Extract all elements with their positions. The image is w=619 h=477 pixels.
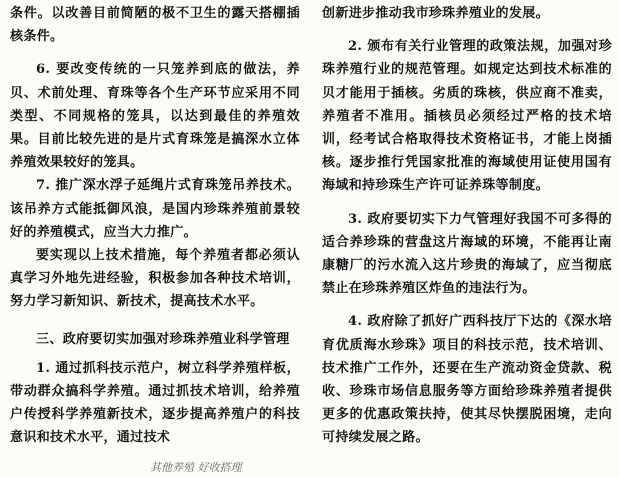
spacer [322, 198, 612, 208]
right-paragraph-3: 3. 政府要切实下力气管理好我国不可多得的适合养珍珠的营盘这片海域的环境，不能再让南康糖厂的污水流入这片珍贵的海域了，应当彻底禁止在珍珠养殖区炸鱼的违法行为。 [322, 211, 612, 297]
right-paragraph-4: 4. 政府除了抓好广西科技厅下达的《深水培育优质海水珍珠》项目的科技示范，技术培训、技术推广工作外，还要在生产流动资金贷款、税收、珍珠市场信息服务等方面给珍珠养殖者提供更多的优惠政策扶持，使其尽快摆脱困境，走向可持续发展之路。 [322, 314, 612, 446]
right-column [322, 2, 612, 450]
spacer [322, 25, 612, 35]
right-paragraph-1: 创新进步推动我市珍珠养殖业的发展。 [322, 6, 549, 21]
spacer [322, 300, 612, 310]
left-paragraph-1: 条件。以改善目前简陋的极不卫生的露天搭棚插核条件。 [10, 6, 300, 45]
right-paragraph-2: 2. 颁布有关行业管理的政策法规，加强对珍珠养殖行业的规范管理。如规定达到技术标准的贝才能用于插核。劣质的珠核，供应商不准卖，养殖者不准用。插核员必须经过严格的技术培训，经考试合格取得技术资格证书，才能上岗插核。逐步推行凭国家批准的海域使用证使用国有海域和持珍珠生产许可证养珠等制度。 [322, 39, 612, 194]
left-column [10, 2, 300, 450]
section-title-3: 三、政府要切实加强对珍珠养殖业科学管理 [36, 331, 290, 347]
spacer [10, 314, 300, 324]
left-paragraph-6: 6. 要改变传统的一只笼养到底的做法，养贝、术前处理、育珠等各个生产环节应采用不同类型、不同规格的笼具，以达到最佳的养殖效果。目前比较先进的是片式育珠笼是搞深水立体养殖效果较好的笼具。 [10, 62, 300, 171]
handwritten-footer: 其他养殖 好收搭理 [150, 461, 242, 474]
left-paragraph-3-1: 1. 通过抓科技示范户，树立科学养殖样板，带动群众搞科学养殖。通过抓技术培训，给养殖户传授科学养殖新技术，逐步提高养殖户的科技意识和技术水平，通过技术 [10, 360, 300, 446]
left-paragraph-7: 7. 推广深水浮子延绳片式育珠笼吊养技术。该吊养方式能抵御风浪，是国内珍珠养殖前景较好的养殖模式，应当大力推广。 [10, 178, 300, 240]
spacer [10, 48, 300, 58]
left-paragraph-summary: 要实现以上技术措施，每个养殖者都必须认真学习外地先进经验，积极参加各种技术培训，努力学习新知识、新技术，提高技术水平。 [10, 248, 300, 310]
